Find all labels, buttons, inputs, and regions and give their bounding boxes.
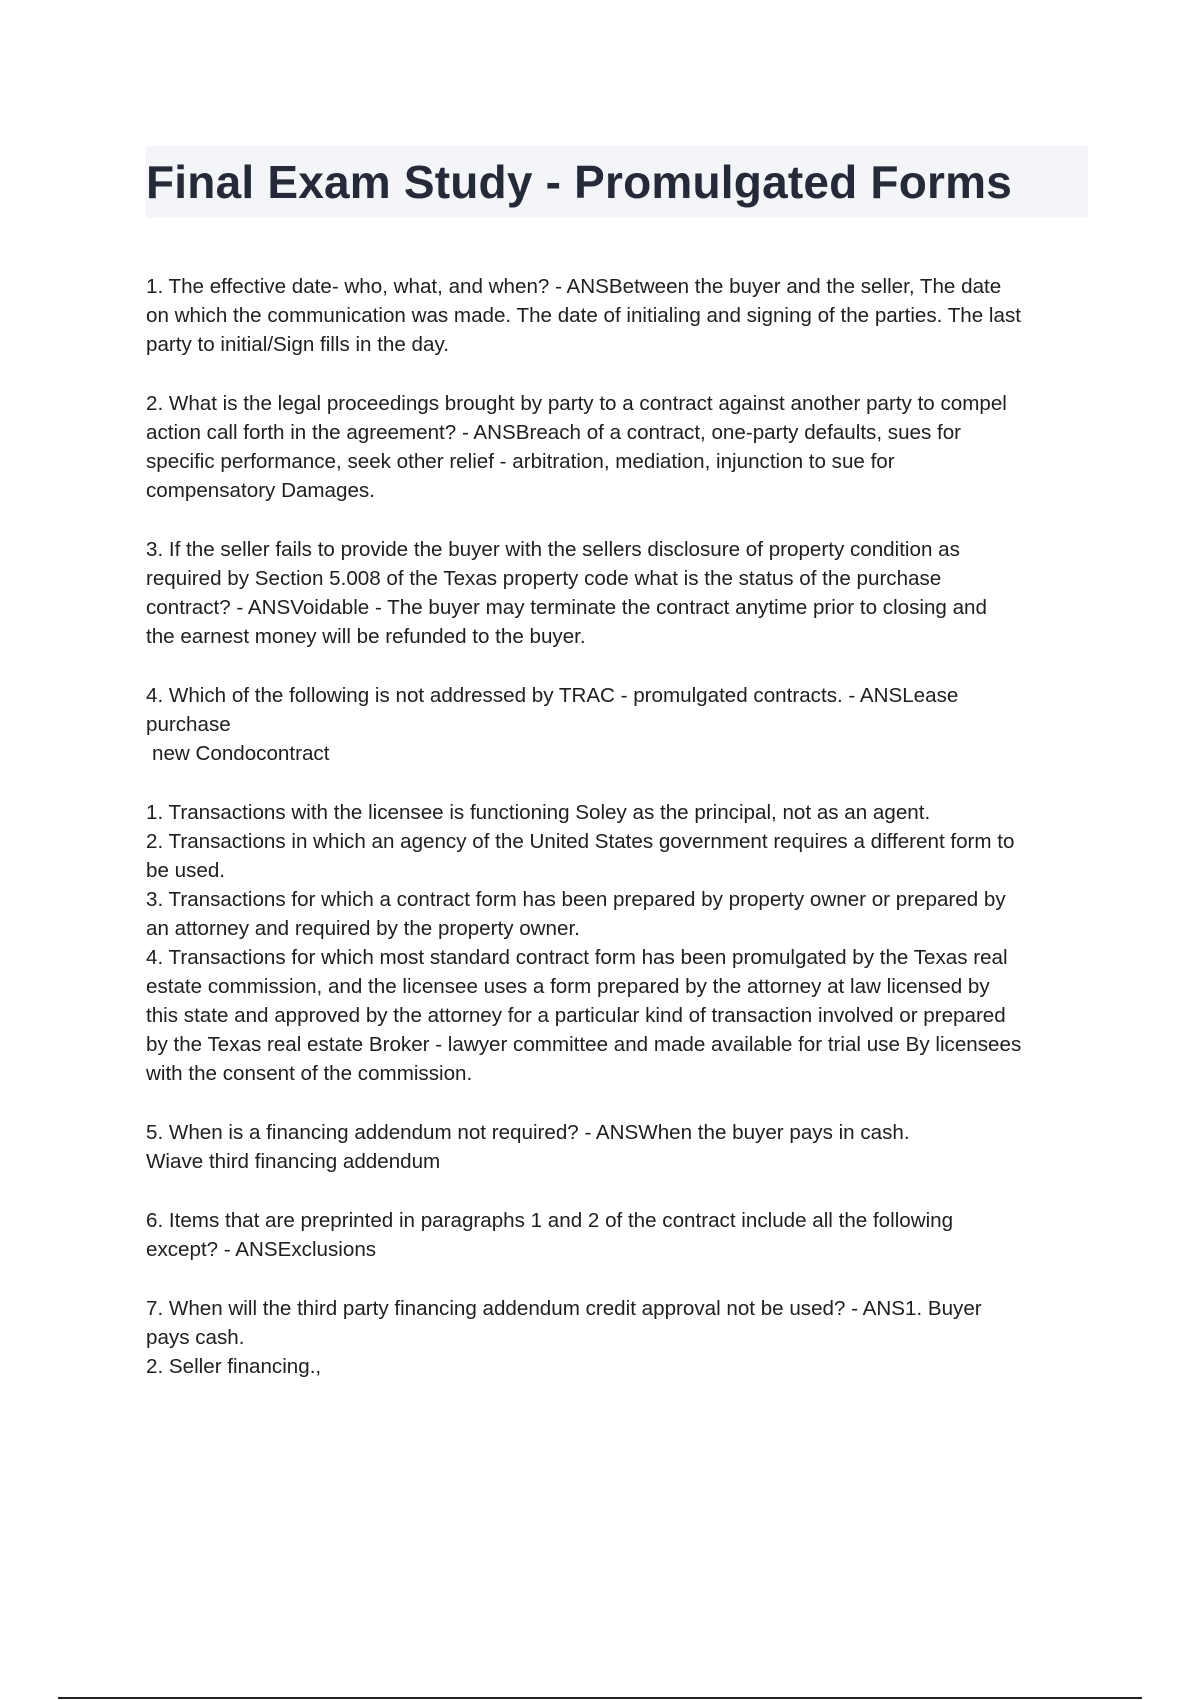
text-line: pays cash. bbox=[146, 1326, 245, 1349]
text-line: the earnest money will be refunded to the buyer. bbox=[146, 625, 586, 648]
footer-divider bbox=[58, 1697, 1142, 1699]
question-4 bbox=[146, 681, 1096, 768]
text-line: required by Section 5.008 of the Texas property code what is the status of the purchase bbox=[146, 567, 942, 590]
text-line: compensatory Damages. bbox=[146, 479, 375, 502]
text-line: 3. If the seller fails to provide the buyer with the sellers disclosure of property condition as bbox=[146, 538, 960, 561]
text-line: specific performance, seek other relief - arbitration, mediation, injunction to sue for bbox=[146, 450, 895, 473]
text-line: 5. When is a financing addendum not required? - ANSWhen the buyer pays in cash. bbox=[146, 1121, 910, 1144]
question-5 bbox=[146, 1118, 1096, 1176]
text-line: except? - ANSExclusions bbox=[146, 1238, 377, 1261]
text-line: be used. bbox=[146, 859, 226, 882]
text-line: 4. Which of the following is not addressed by TRAC - promulgated contracts. - ANSLease bbox=[146, 684, 959, 707]
question-3 bbox=[146, 535, 1096, 651]
text-line: 6. Items that are preprinted in paragraphs 1 and 2 of the contract include all the following bbox=[146, 1209, 954, 1232]
text-line: new Condocontract bbox=[152, 742, 330, 765]
text-line: 2. Seller financing., bbox=[146, 1355, 322, 1378]
text-line: Wiave third financing addendum bbox=[146, 1150, 441, 1173]
text-line: estate commission, and the licensee uses a form prepared by the attorney at law licensed by bbox=[146, 975, 990, 998]
text-line: 1. Transactions with the licensee is functioning Soley as the principal, not as an agent. bbox=[146, 801, 931, 824]
text-line: 7. When will the third party financing addendum credit approval not be used? - ANS1. Buyer bbox=[146, 1297, 982, 1320]
text-line: 1. The effective date- who, what, and when? - ANSBetween the buyer and the seller, The date bbox=[146, 275, 1002, 298]
question-4-exceptions-list bbox=[146, 798, 1096, 1088]
text-line: on which the communication was made. The date of initialing and signing of the parties. The last bbox=[146, 304, 1021, 327]
document-body bbox=[146, 272, 1096, 1381]
text-line: 4. Transactions for which most standard contract form has been promulgated by the Texas real bbox=[146, 946, 1008, 969]
text-line: this state and approved by the attorney for a particular kind of transaction involved or prepared bbox=[146, 1004, 1006, 1027]
question-1 bbox=[146, 272, 1096, 359]
text-line: with the consent of the commission. bbox=[146, 1062, 473, 1085]
text-line: action call forth in the agreement? - ANSBreach of a contract, one-party defaults, sues for bbox=[146, 421, 962, 444]
question-7 bbox=[146, 1294, 1096, 1381]
text-line: purchase bbox=[146, 713, 231, 736]
title-banner bbox=[146, 146, 1088, 218]
text-line: by the Texas real estate Broker - lawyer committee and made available for trial use By licensees bbox=[146, 1033, 1022, 1056]
text-line: 2. Transactions in which an agency of the United States government requires a different form to bbox=[146, 830, 1015, 853]
text-line: contract? - ANSVoidable - The buyer may terminate the contract anytime prior to closing and bbox=[146, 596, 987, 619]
text-line: 2. What is the legal proceedings brought by party to a contract against another party to compel bbox=[146, 392, 1007, 415]
text-line: 3. Transactions for which a contract form has been prepared by property owner or prepared by bbox=[146, 888, 1006, 911]
text-line: party to initial/Sign fills in the day. bbox=[146, 333, 449, 356]
text-line: an attorney and required by the property owner. bbox=[146, 917, 580, 940]
document-title: Final Exam Study - Promulgated Forms bbox=[146, 156, 1013, 208]
question-6 bbox=[146, 1206, 1096, 1264]
question-2 bbox=[146, 389, 1096, 505]
